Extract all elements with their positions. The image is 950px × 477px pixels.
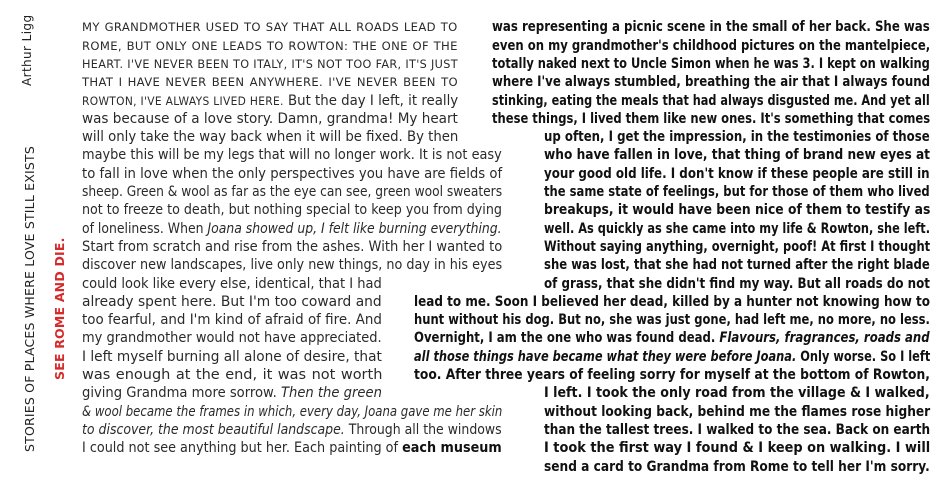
text-segment: these things, I lived them like new ones. It's something that comes [492,111,931,127]
text-line [492,109,930,129]
text-line [414,310,930,330]
text-line [82,237,502,257]
text-line [82,17,458,37]
text-segment: I could not see anything but her. Each painting of [82,440,403,456]
text-line [82,402,502,422]
text-segment: to discover, the most beautiful landscape. [82,422,345,438]
text-segment: was representing a picnic scene in the small of her back. She was [492,19,930,35]
text-line [82,347,382,367]
text-segment: THAT I HAVE NEVER BEEN ANYWHERE. I'VE NEVER BEEN TO [82,75,458,89]
text-segment: each museum [402,440,502,456]
text-line [82,109,458,129]
text-line [414,347,930,367]
text-line [82,127,458,147]
text-segment: Only worse. So I left [796,349,931,365]
text-segment: Start from scratch and rise from the ashes. With her I wanted to [82,239,503,255]
text-line [414,328,930,348]
text-segment: too fearful, and I'm kind of afraid of fire. And [82,312,382,328]
text-line [414,365,930,385]
text-line [544,255,930,275]
text-segment: will only take the way back when it will be fixed. By then [82,129,459,145]
text-segment: HEART. I'VE NEVER BEEN TO ITALY, IT'S NOT TOO FAR, IT'S JUST [82,57,458,71]
text-line [82,200,502,220]
text-segment: stinking, eating the meals that had always disgusted me. And yet all [492,93,930,109]
text-segment: of loneliness. When [82,221,208,237]
text-line [82,72,458,92]
text-segment: Joana showed up, I felt like burning everything. [207,221,502,237]
text-segment: your good old life. I don't know if these people are still in [544,166,930,182]
text-line [544,420,930,440]
text-line [82,145,502,165]
text-line [82,328,382,348]
text-segment: could look like every else, identical, that I had [82,276,382,292]
text-line [544,200,930,220]
text-line [82,383,382,403]
text-line [544,438,930,458]
text-line [544,127,930,147]
text-segment: discover new landscapes, live only new things, no day in his eyes [82,257,503,273]
text-segment: Without saying anything, overnight, poof! At first I thought [544,239,931,255]
text-line [82,36,458,56]
text-line [82,164,502,184]
text-line [82,274,382,294]
text-line [492,36,930,56]
text-line [82,310,382,330]
text-segment: my grandmother would not have appreciated. [82,330,382,346]
text-segment: without looking back, behind me the flames rose higher [544,404,931,420]
text-segment: was because of a love story. Damn, grandma! My heart [82,111,458,127]
text-segment: & wool became the frames in which, every day, Joana gave me her skin [82,404,503,420]
text-segment: the same state of feelings, but for those of them who lived [544,184,930,200]
text-line [544,383,930,403]
text-line [544,164,930,184]
text-segment: Through all the windows [344,422,502,438]
text-segment: send a card to Grandma from Rome to tell her I'm sorry. [544,459,930,475]
text-line [544,145,930,165]
text-segment: I left. I took the only road from the village & I walked, [544,385,930,401]
text-segment: well. As quickly as she came into my life & Rowton, she left. [544,221,931,237]
text-segment: too. After three years of feeling sorry for myself at the bottom of Rowton, [414,367,930,383]
text-line [492,91,930,111]
text-line [82,91,458,111]
text-line [82,54,458,74]
text-segment: I left myself burning all alone of desire, that [82,349,382,365]
text-line [82,255,502,275]
story-title: SEE ROME AND DIE. [52,237,67,380]
text-segment: hunt without his dog. But no, she was just gone, had left me, no more, no less. [414,312,930,328]
text-segment: of grass, that she didn't find my way. But all roads do not [544,276,930,292]
text-segment: totally naked next to Uncle Simon when he was 3. I kept on walking [492,56,930,72]
text-segment: lead to me. Soon I believed her dead, killed by a hunter not knowing how to [414,294,931,310]
text-line [82,438,502,458]
text-segment: was enough at the end, it was not worth [82,367,383,383]
text-segment: who have fallen in love, that thing of brand new eyes at [544,147,931,163]
text-line [544,219,930,239]
text-line [544,237,930,257]
text-segment: breakups, it would have been nice of them to testify as [544,202,931,218]
text-segment: where I've always stumbled, breathing the air that I always found [492,74,931,90]
text-line [544,182,930,202]
text-segment: MY GRANDMOTHER USED TO SAY THAT ALL ROADS LEAD TO [82,20,458,34]
text-segment: sheep. Green & wool as far as the eye can see, green wool sweaters [82,184,503,200]
text-line [544,402,930,422]
text-segment: even on my grandmother's childhood pictures on the mantelpiece, [492,38,931,54]
text-segment: she was lost, that she had not turned after the right blade [544,257,930,273]
text-segment: to fall in love when the only perspectives you have are fields of [82,166,503,182]
text-line [414,292,930,312]
sidebar [0,0,80,475]
text-segment: I took the first way I found & I keep on walking. I will [544,440,931,456]
text-segment: up often, I get the impression, in the testimonies of those [544,129,930,145]
text-segment: Then the green [280,385,382,401]
text-line [544,457,930,477]
text-line [82,420,502,440]
text-segment: Flavours, fragrances, roads and [719,330,930,346]
text-line [492,17,930,37]
text-segment: ROWTON, I'VE ALWAYS LIVED HERE. [82,94,284,108]
text-line [82,182,502,202]
text-segment: giving Grandma more sorrow. [82,385,281,401]
text-segment: Overnight, I am the one who was found dead. [414,330,720,346]
text-segment: not to freeze to death, but nothing special to keep you from dying [82,202,502,218]
text-segment: maybe this will be my legs that will no longer work. It is not easy [82,147,502,163]
text-segment: But the day I left, it really [283,93,459,109]
text-segment: than the tallest trees. I walked to the sea. Back on earth [544,422,931,438]
text-line [492,54,930,74]
text-segment: all those things have became what they were before Joana. [414,349,797,365]
text-line [82,292,382,312]
text-line [82,219,502,239]
series-title: STORIES OF PLACES WHERE LOVE STILL EXISTS [22,145,37,452]
text-segment: ROME, BUT ONLY ONE LEADS TO ROWTON: THE ONE OF THE [82,39,458,53]
author-name: Arthur Ligg [20,14,34,86]
text-line [492,72,930,92]
text-line [82,365,382,385]
text-segment: already spent here. But I'm too coward and [82,294,382,310]
text-line [544,274,930,294]
